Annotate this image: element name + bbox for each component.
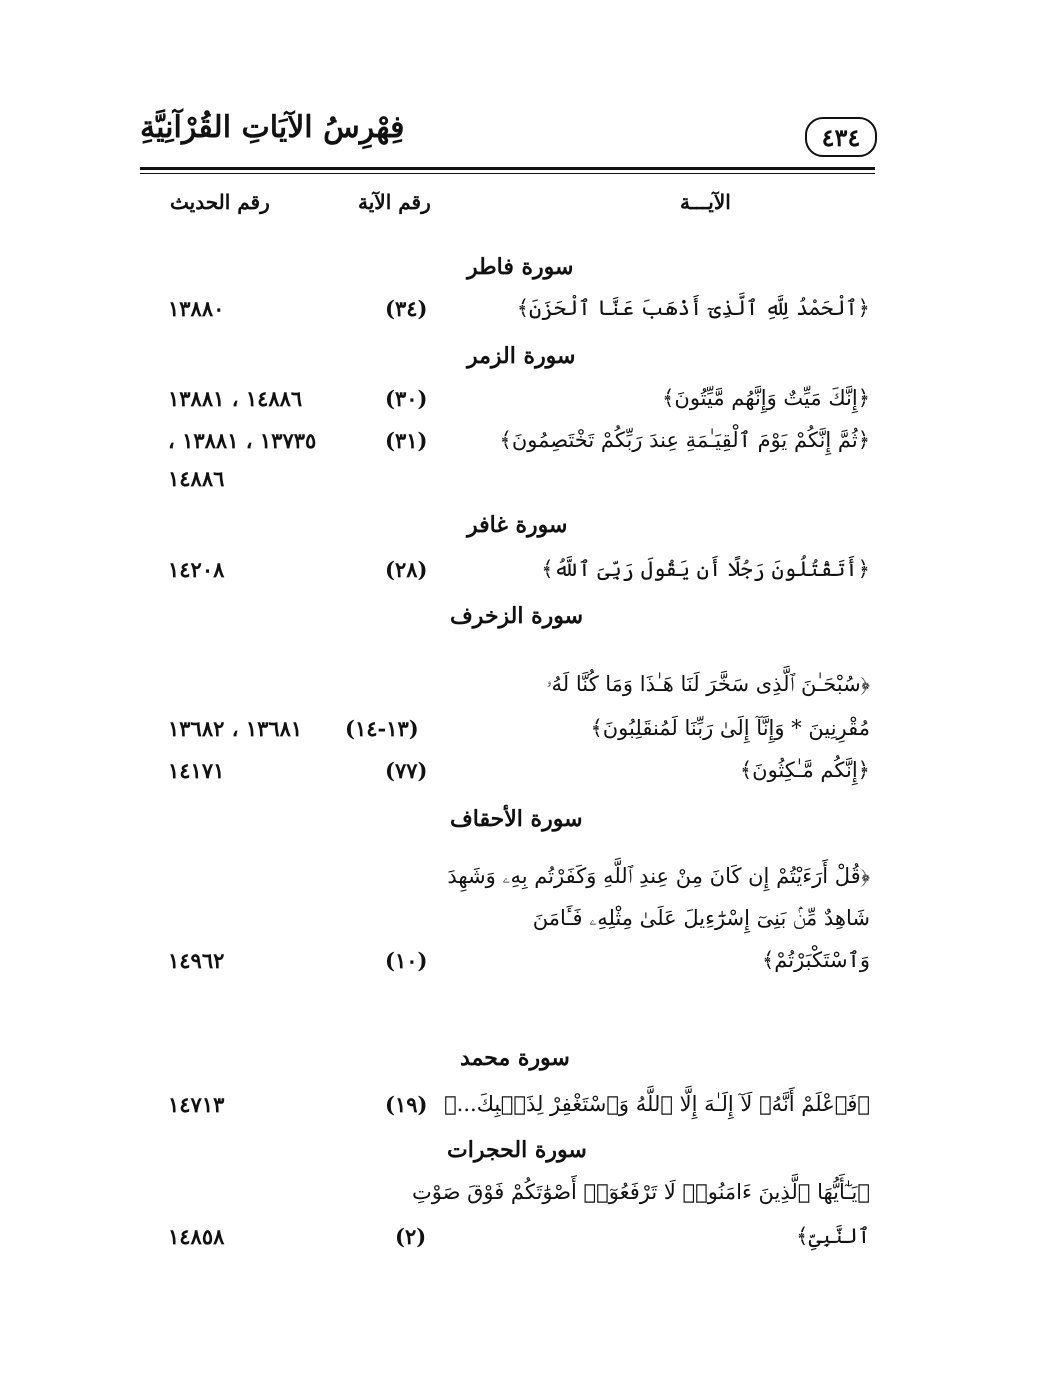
hadith-number: ١٣٦٨١ ، ١٣٦٨٢	[168, 716, 303, 741]
surah-heading: سورة فاطر	[467, 254, 574, 280]
ayah-text: مُقْرِنِينَ * وَإِنَّآ إِلَىٰ رَبِّنَا لَمُنقَلِبُونَ﴾	[590, 716, 870, 740]
ayah-text: ﴿يَـٰٓأَيُّهَا ٱلَّذِينَ ءَامَنُوا۟ لَا تَرْفَعُوٓا۟ أَصْوَٰتَكُمْ فَوْقَ صَوْتِ	[411, 1180, 870, 1204]
hadith-number: ١٤٢٠٨	[168, 557, 225, 582]
hadith-number: ١٤٩٦٢	[168, 948, 225, 973]
surah-heading: سورة الزخرف	[450, 603, 584, 629]
surah-heading: سورة الأحقاف	[450, 806, 583, 832]
page-number-badge: ٤٣٤	[805, 117, 877, 157]
surah-heading: سورة الحجرات	[447, 1137, 587, 1163]
surah-heading: سورة غافر	[467, 512, 568, 538]
ayah-text: ﴿أَتَقْتُلُونَ رَجُلًا أَن يَقُولَ رَبِّىَ ٱللَّهُ﴾	[541, 557, 870, 581]
ayah-number: (٢٨)	[385, 557, 428, 582]
page-title: فِهْرِسُ الآيَاتِ القُرْآنِيَّةِ	[140, 110, 405, 145]
hadith-number: ١٣٨٨٠	[168, 296, 225, 321]
hadith-number: ١٤١٧١	[168, 758, 225, 783]
ayah-number: (٧٧)	[385, 758, 428, 783]
hadith-number: ١٤٨٨٦ ، ١٣٨٨١	[168, 386, 303, 411]
ayah-number: (٢)	[395, 1224, 427, 1249]
ayah-text: شَاهِدٌ مِّنۢ بَنِىٓ إِسْرَٰٓءِيلَ عَلَىٰ مِثْلِهِۦ فَـَٔامَنَ	[532, 906, 870, 930]
ayah-number: (١٩)	[385, 1092, 428, 1117]
hadith-number: ١٤٨٨٦	[168, 466, 225, 491]
hadith-number: ١٤٧١٣	[168, 1092, 225, 1117]
column-heading-ayah: الآيـــة	[680, 190, 731, 214]
ayah-number: (٣١)	[385, 428, 428, 453]
ayah-text: ﴿إِنَّكَ مَيِّتٌ وَإِنَّهُم مَّيِّتُونَ﴾	[662, 386, 870, 410]
column-heading-hadith-number: رقم الحديث	[170, 190, 270, 214]
ayah-text: ٱلنَّبِىِّ﴾	[796, 1224, 870, 1248]
ayah-number: (١٣-١٤)	[345, 716, 419, 741]
hadith-number: ١٤٨٥٨	[168, 1224, 225, 1249]
hadith-number: ١٣٧٣٥ ، ١٣٨٨١ ،	[168, 428, 317, 453]
ayah-number: (٣٠)	[385, 386, 428, 411]
surah-heading: سورة الزمر	[467, 343, 576, 369]
ayah-number: (١٠)	[385, 948, 428, 973]
ayah-text: ﴿فَٱعْلَمْ أَنَّهُۥ لَآ إِلَـٰهَ إِلَّا ٱللَّهُ وَٱسْتَغْفِرْ لِذَنۢبِكَ...﴾	[444, 1092, 870, 1116]
ayah-text: ﴿ٱلْحَمْدُ لِلَّهِ ٱلَّذِىٓ أَذْهَبَ عَنَّا ٱلْحَزَنَ﴾	[516, 296, 870, 320]
ayah-text: ﴿قُلْ أَرَءَيْتُمْ إِن كَانَ مِنْ عِندِ ٱللَّهِ وَكَفَرْتُم بِهِۦ وَشَهِدَ	[447, 864, 870, 888]
header-rule-thin	[140, 173, 875, 174]
ayah-text: ﴿إِنَّكُم مَّـٰكِثُونَ﴾	[739, 758, 870, 782]
surah-heading: سورة محمد	[460, 1045, 570, 1071]
header-rule-thick	[140, 167, 875, 170]
ayah-number: (٣٤)	[385, 296, 428, 321]
ayah-text: وَٱسْتَكْبَرْتُمْ﴾	[761, 948, 870, 972]
ayah-text: ﴿ثُمَّ إِنَّكُمْ يَوْمَ ٱلْقِيَـٰمَةِ عِندَ رَبِّكُمْ تَخْتَصِمُونَ﴾	[499, 428, 870, 452]
column-heading-ayah-number: رقم الآية	[358, 190, 431, 214]
ayah-text: ﴿سُبْحَـٰنَ ٱلَّذِى سَخَّرَ لَنَا هَـٰذَا وَمَا كُنَّا لَهُۥ	[546, 672, 870, 696]
